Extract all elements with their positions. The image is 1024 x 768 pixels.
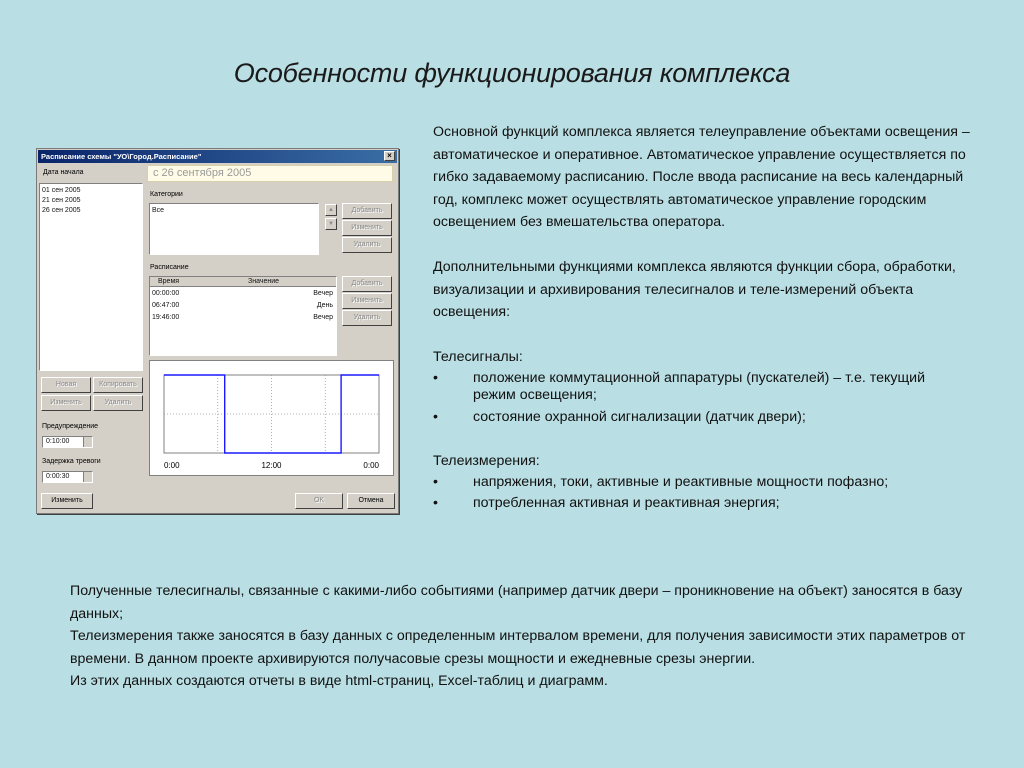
warning-label: Предупреждение	[42, 423, 99, 430]
footer-line-2: Телеизмерения также заносятся в базу данных с определенным интервалом времени, для получения зависимости этих параметров от времени. В данном проекте архивируются получасовые срезы мощности и ежедневные срезы энергии.	[70, 628, 966, 667]
add-schedule-button[interactable]: Добавить	[342, 276, 392, 292]
delete-schedule-button[interactable]: Удалить	[342, 310, 392, 326]
schedule-table[interactable]	[149, 276, 337, 356]
row-time: 19:46:00	[152, 314, 180, 321]
window-title: Расписание схемы "УО\Город.Расписание"	[41, 152, 202, 161]
delete-category-button[interactable]: Удалить	[342, 237, 392, 253]
x-tick-label: 12:00	[261, 461, 282, 470]
table-row[interactable]	[150, 301, 336, 311]
date-banner: с 26 сентября 2005	[147, 165, 393, 182]
slide-title: Особенности функционирования комплекса	[233, 58, 791, 88]
bullet-icon: •	[433, 369, 438, 386]
measurements-heading: Телеизмерения:	[433, 453, 540, 469]
dates-list[interactable]	[39, 183, 143, 371]
warning-value: 0:10:00	[46, 438, 70, 445]
cancel-button[interactable]: Отмена	[347, 493, 395, 509]
schedule-chart	[149, 360, 394, 476]
start-date-label: Дата начала	[43, 169, 84, 176]
list-item[interactable]: 01 сен 2005	[42, 187, 81, 194]
alarm-delay-value: 0:00:30	[46, 473, 70, 480]
window-titlebar	[38, 150, 397, 163]
list-item[interactable]: 21 сен 2005	[42, 197, 81, 204]
delete-date-button[interactable]: Удалить	[93, 395, 143, 411]
table-row[interactable]	[150, 313, 336, 323]
column-time[interactable]: Время	[158, 278, 180, 285]
spin-arrows-icon[interactable]	[83, 437, 92, 447]
copy-button[interactable]: Копировать	[93, 377, 143, 393]
description-paragraph-1: Основной функций комплекса является телеуправление объектами освещения – автоматическое и оперативное. Автоматическое управление осуществляется по гибко задаваемому расписанию. После ввода расписание на весь календарный год, комплекс может осуществлять автоматическое управление городским освещением без вмешательства оператора.	[433, 124, 970, 230]
x-tick-label: 0:00	[363, 461, 379, 470]
spin-arrows-icon[interactable]	[83, 472, 92, 482]
column-value[interactable]: Значение	[248, 278, 280, 285]
footer-text	[70, 580, 970, 693]
bullet-icon: •	[433, 408, 438, 425]
warning-stepper[interactable]	[42, 436, 93, 448]
measurement-item: потребленная активная и реактивная энергия;	[473, 495, 780, 511]
description	[433, 121, 993, 517]
schedule-chart-svg	[150, 361, 393, 475]
signal-item: состояние охранной сигнализации (датчик двери);	[473, 408, 806, 425]
categories-list[interactable]	[149, 203, 319, 255]
footer-line-1: Полученные телесигналы, связанные с какими-либо событиями (например датчик двери – проникновение на объект) заносятся в базу данных;	[70, 583, 963, 622]
list-item	[433, 474, 993, 492]
alarm-delay-stepper[interactable]	[42, 471, 93, 483]
row-value: День	[316, 302, 333, 309]
signal-item: положение коммутационной аппаратуры (пускателей) – т.е. текущий режим освещения;	[473, 369, 925, 403]
bullet-icon: •	[433, 495, 438, 511]
table-header	[150, 277, 336, 287]
bullet-icon: •	[433, 473, 438, 490]
new-button[interactable]: Новая	[41, 377, 91, 393]
edit-button[interactable]: Изменить	[41, 493, 93, 509]
list-item	[433, 409, 953, 427]
signals-heading: Телесигналы:	[433, 349, 523, 365]
edit-date-button[interactable]: Изменить	[41, 395, 91, 411]
row-time: 00:00:00	[152, 290, 180, 297]
add-category-button[interactable]: Добавить	[342, 203, 392, 219]
schedule-label: Расписание	[150, 264, 189, 271]
row-value: Вечер	[313, 314, 333, 321]
list-item[interactable]: 26 сен 2005	[42, 207, 81, 214]
description-paragraph-2: Дополнительными функциями комплекса являются функции сбора, обработки, визуализации и архивирования телесигналов и теле-измерений объекта освещения:	[433, 259, 956, 320]
list-item	[433, 370, 953, 405]
categories-label: Категории	[150, 191, 183, 198]
close-icon[interactable]: ×	[384, 151, 395, 161]
measurement-item: напряжения, токи, активные и реактивные мощности пофазно;	[473, 473, 889, 490]
row-time: 06:47:00	[152, 302, 180, 309]
x-tick-label: 0:00	[164, 461, 180, 470]
edit-schedule-button[interactable]: Изменить	[342, 293, 392, 309]
ok-button[interactable]: OK	[295, 493, 343, 509]
row-value: Вечер	[313, 290, 333, 297]
arrow-down-icon[interactable]: ▼	[325, 218, 337, 230]
edit-category-button[interactable]: Изменить	[342, 220, 392, 236]
list-item[interactable]: Все	[152, 207, 165, 214]
list-item	[433, 495, 993, 513]
table-row[interactable]	[150, 289, 336, 299]
alarm-delay-label: Задержка тревоги	[42, 458, 101, 465]
footer-line-3: Из этих данных создаются отчеты в виде html-страниц, Excel-таблиц и диаграмм.	[70, 673, 608, 689]
arrow-up-icon[interactable]: ▲	[325, 204, 337, 216]
